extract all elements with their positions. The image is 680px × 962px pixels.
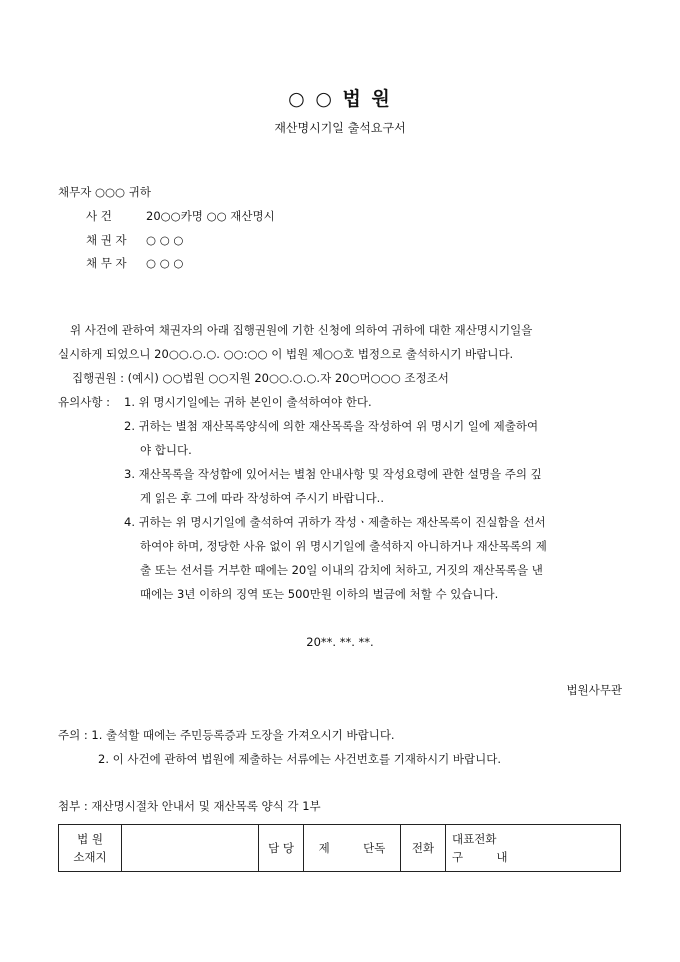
body-paragraph-line-1: 위 사건에 관하여 채권자의 아래 집행권원에 기한 신청에 의하여 귀하에 대한 재산명시기일을 — [70, 323, 533, 337]
court-officer: 법원사무관 — [566, 683, 622, 697]
in-charge-label: 담 당 — [259, 825, 304, 872]
case-value: 20○○카명 ○○ 재산명시 — [146, 209, 275, 223]
attachment-note: 첨부 : 재산명시절차 안내서 및 재산목록 양식 각 1부 — [58, 799, 321, 813]
creditor-value: ○ ○ ○ — [146, 233, 184, 247]
extension-label-left: 구 — [452, 850, 464, 864]
note-1: 1. 위 명시기일에는 귀하 본인이 출석하여야 한다. — [124, 395, 372, 409]
body-paragraph-line-2: 실시하게 되었으니 20○○.○.○. ○○:○○ 이 법원 제○○호 법정으로 출석하시기 바랍니다. — [58, 347, 514, 361]
court-address-label-1: 법 원 — [77, 832, 103, 846]
main-phone-label: 대표전화 — [452, 832, 497, 846]
note-4-line-2: 하여야 하며, 정당한 사유 없이 위 명시기일에 출석하지 아니하거나 재산목록의 제 — [140, 539, 547, 553]
case-label: 사 건 — [86, 209, 112, 223]
phone-label: 전화 — [401, 825, 446, 872]
notes-label: 유의사항 : — [58, 395, 110, 409]
court-address-value — [122, 825, 259, 872]
document-subtitle: 재산명시기일 출석요구서 — [274, 121, 406, 135]
note-3-line-1: 3. 재산목록을 작성함에 있어서는 별첨 안내사항 및 작성요령에 관한 설명을 주의 깊 — [124, 467, 542, 481]
title-of-execution: 집행권원 : (예시) ○○법원 ○○지원 20○○.○.○.자 20○머○○○ 조정조서 — [72, 371, 449, 385]
phone-details — [446, 825, 621, 872]
clerk-prefix: 제 — [318, 841, 330, 855]
court-title: ○ ○ 법 원 — [288, 88, 392, 110]
debtor-value: ○ ○ ○ — [146, 256, 184, 270]
issue-date: 20**. **. **. — [306, 635, 374, 649]
caution-line-1: 주의 : 1. 출석할 때에는 주민등록증과 도장을 가져오시기 바랍니다. — [58, 728, 395, 742]
note-4-line-1: 4. 귀하는 위 명시기일에 출석하여 귀하가 작성ㆍ제출하는 재산목록이 진실함을 선서 — [124, 515, 546, 529]
extension-label-right: 내 — [496, 850, 508, 864]
note-4-line-3: 출 또는 선서를 거부한 때에는 20일 이내의 감치에 처하고, 거짓의 재산목록을 낸 — [140, 563, 543, 577]
clerk-suffix: 단독 — [363, 841, 386, 855]
court-contact-table — [58, 824, 621, 872]
note-4-line-4: 때에는 3년 이하의 징역 또는 500만원 이하의 벌금에 처할 수 있습니다. — [140, 587, 499, 601]
contact-row — [59, 825, 621, 872]
debtor-label: 채 무 자 — [86, 256, 127, 270]
note-2-line-2: 야 합니다. — [140, 443, 192, 457]
caution-line-2: 2. 이 사건에 관하여 법원에 제출하는 서류에는 사건번호를 기재하시기 바랍니다. — [98, 752, 502, 766]
clerk-section — [304, 825, 401, 872]
note-2-line-1: 2. 귀하는 별첨 재산목록양식에 의한 재산목록을 작성하여 위 명시기 일에 제출하여 — [124, 419, 539, 433]
debtor-addressee: 채무자 ○○○ 귀하 — [58, 185, 151, 199]
note-3-line-2: 게 읽은 후 그에 따라 작성하여 주시기 바랍니다.. — [140, 491, 384, 505]
court-address-label-2: 소재지 — [73, 850, 107, 864]
court-address-header — [59, 825, 122, 872]
creditor-label: 채 권 자 — [86, 233, 127, 247]
extension-label — [452, 848, 616, 866]
